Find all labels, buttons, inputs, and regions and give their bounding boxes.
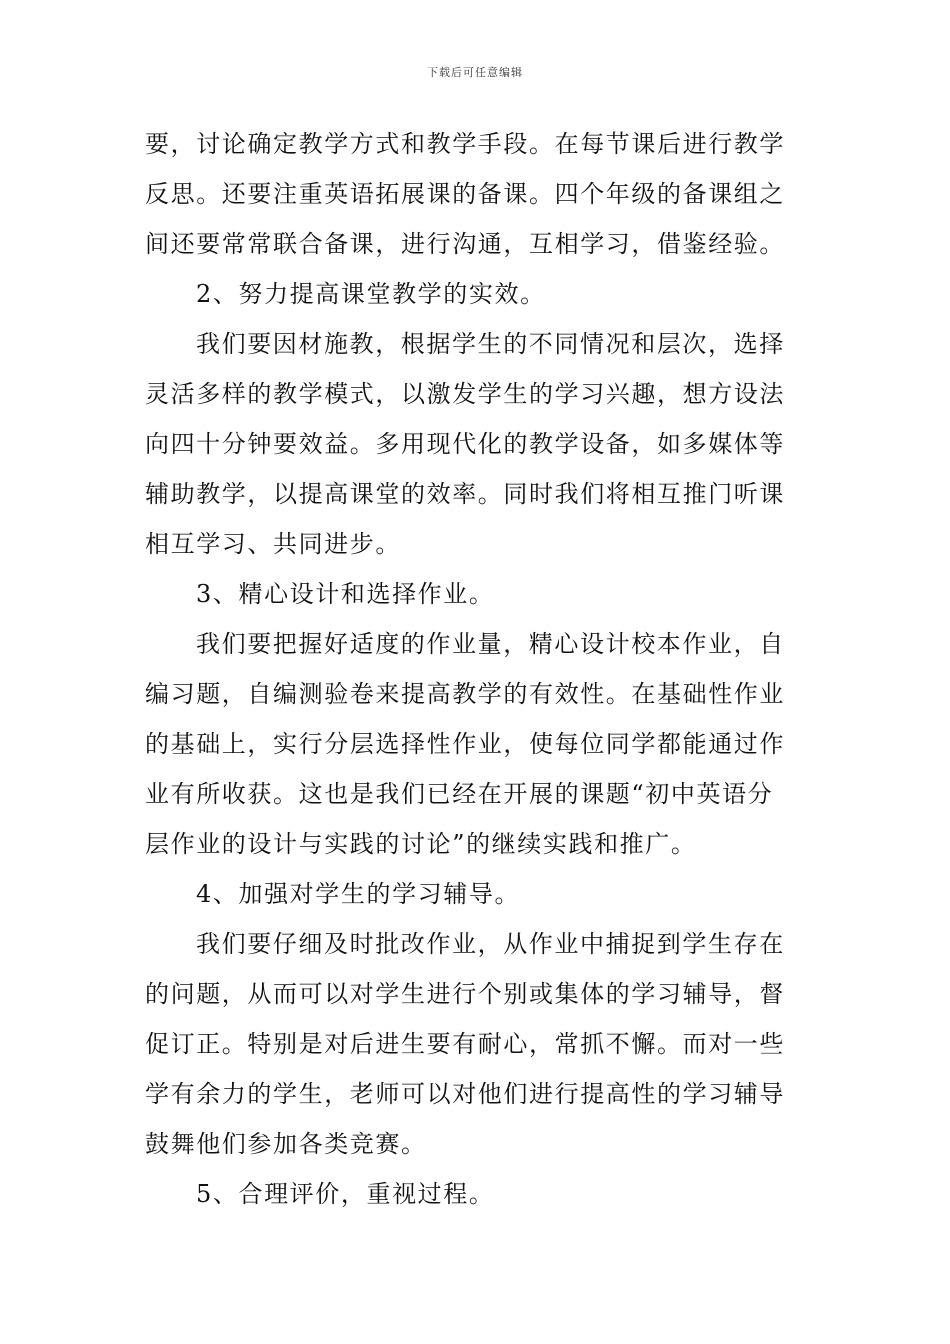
text-line: 业有所收获。这也是我们已经在开展的课题“初中英语分 [145, 780, 774, 808]
text-line: 促订正。特别是对后进生要有耐心，常抓不懈。而对一些 [145, 1030, 785, 1058]
text-line: 学有余力的学生，老师可以对他们进行提高性的学习辅导 [145, 1080, 785, 1108]
text-line: 向四十分钟要效益。多用现代化的教学设备，如多媒体等 [145, 430, 785, 458]
text-line: 2、努力提高课堂教学的实效。 [196, 280, 546, 308]
text-line: 编习题，自编测验卷来提高教学的有效性。在基础性作业 [145, 680, 785, 708]
text-line: 层作业的设计与实践的讨论”的继续实践和推广。 [145, 830, 697, 858]
text-line: 4、加强对学生的学习辅导。 [196, 880, 521, 908]
text-line: 间还要常常联合备课，进行沟通，互相学习，借鉴经验。 [145, 230, 785, 258]
text-line: 相互学习、共同进步。 [145, 530, 401, 558]
text-line: 5、合理评价，重视过程。 [196, 1180, 495, 1208]
text-line: 辅助教学，以提高课堂的效率。同时我们将相互推门听课 [145, 480, 785, 508]
text-line: 鼓舞他们参加各类竞赛。 [145, 1130, 427, 1158]
text-line: 我们要仔细及时批改作业，从作业中捕捉到学生存在 [196, 930, 785, 958]
text-line: 的问题，从而可以对学生进行个别或集体的学习辅导，督 [145, 980, 785, 1008]
text-line: 的基础上，实行分层选择性作业，使每位同学都能通过作 [145, 730, 785, 758]
text-line: 要，讨论确定教学方式和教学手段。在每节课后进行教学 [145, 130, 785, 158]
text-line: 灵活多样的教学模式，以激发学生的学习兴趣，想方设法 [145, 380, 785, 408]
text-line: 我们要因材施教，根据学生的不同情况和层次，选择 [196, 330, 785, 358]
document-body [145, 128, 810, 1228]
text-line: 反思。还要注重英语拓展课的备课。四个年级的备课组之 [145, 180, 785, 208]
page-header-note: 下载后可任意编辑 [427, 66, 523, 79]
text-line: 我们要把握好适度的作业量，精心设计校本作业，自 [196, 630, 785, 658]
text-line: 3、精心设计和选择作业。 [196, 580, 495, 608]
